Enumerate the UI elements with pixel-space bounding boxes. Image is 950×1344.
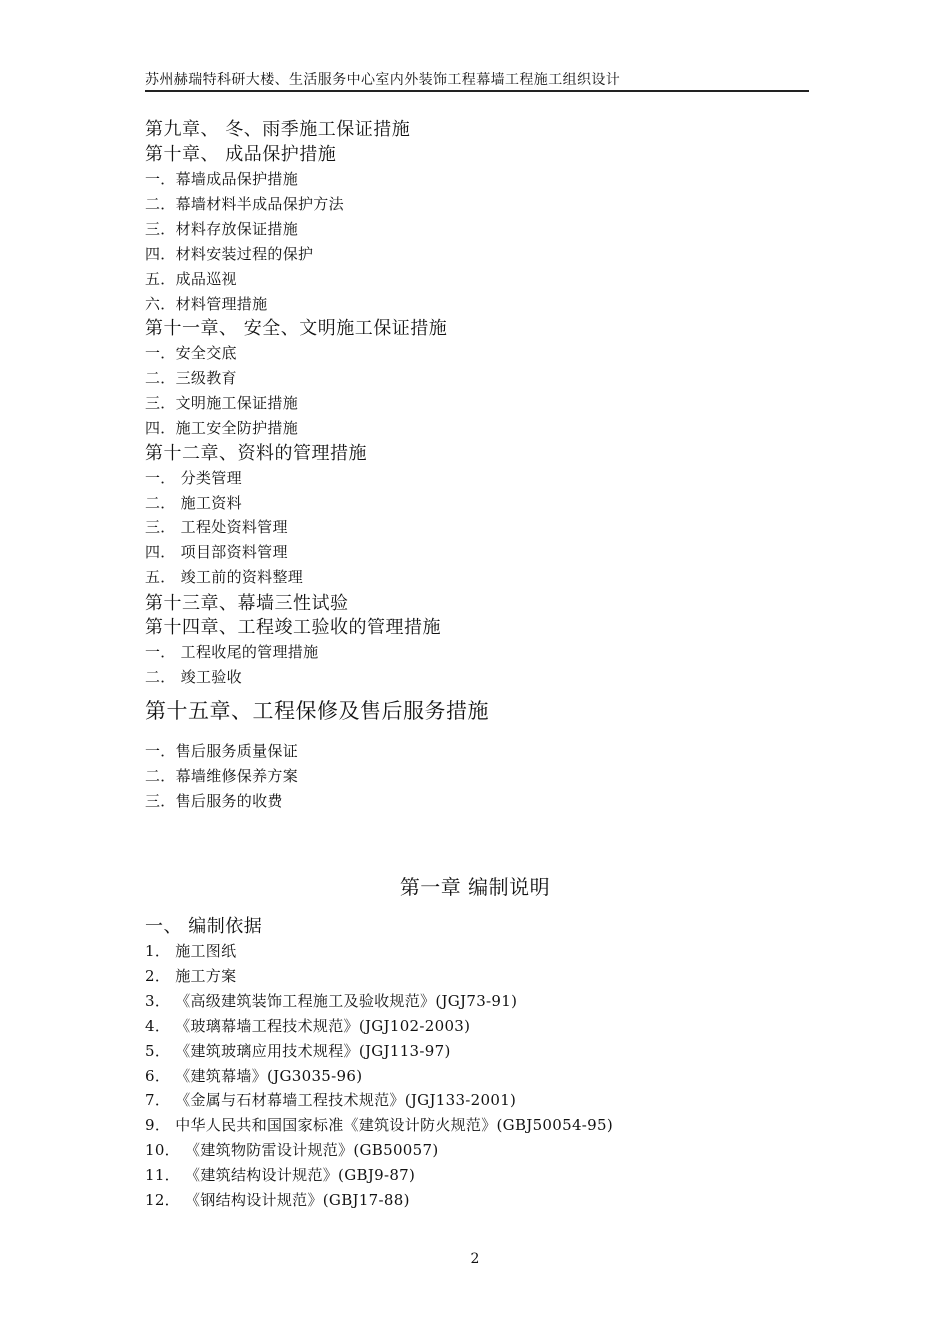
toc-item: 六．材料管理措施	[145, 295, 268, 313]
toc-item: 二．幕墙维修保养方案	[145, 767, 299, 785]
list-item: 4． 《玻璃幕墙工程技术规范》(JGJ102-2003)	[145, 1017, 471, 1035]
toc-item: 三． 工程处资料管理	[145, 518, 288, 536]
list-item: 9． 中华人民共和国国家标准《建筑设计防火规范》(GBJ50054-95)	[145, 1116, 614, 1134]
toc-item: 二． 施工资料	[145, 494, 242, 512]
toc-item: 二． 竣工验收	[145, 668, 242, 686]
toc-chapter-12: 第十二章、资料的管理措施	[145, 443, 367, 464]
toc-chapter-15: 第十五章、工程保修及售后服务措施	[145, 699, 489, 723]
toc-item: 一．幕墙成品保护措施	[145, 170, 299, 188]
toc-chapter-14: 第十四章、工程竣工验收的管理措施	[145, 617, 441, 638]
toc-item: 一．安全交底	[145, 344, 237, 362]
toc-item: 一． 工程收尾的管理措施	[145, 643, 319, 661]
toc-item: 四．材料安装过程的保护	[145, 245, 314, 263]
list-item: 12． 《钢结构设计规范》(GBJ17-88)	[145, 1191, 410, 1209]
list-item: 11． 《建筑结构设计规范》(GBJ9-87)	[145, 1166, 416, 1184]
toc-item: 一． 分类管理	[145, 469, 242, 487]
page-number: 2	[470, 1251, 480, 1267]
toc-item: 二．三级教育	[145, 369, 237, 387]
toc-chapter-10: 第十章、 成品保护措施	[145, 144, 337, 165]
list-item: 1． 施工图纸	[145, 942, 237, 960]
toc-item: 四．施工安全防护措施	[145, 419, 299, 437]
page-header	[145, 66, 809, 92]
toc-item: 五．成品巡视	[145, 270, 237, 288]
list-item: 10． 《建筑物防雷设计规范》(GB50057)	[145, 1141, 439, 1159]
toc-item: 四． 项目部资料管理	[145, 543, 288, 561]
toc-item: 三．售后服务的收费	[145, 792, 283, 810]
list-item: 7． 《金属与石材幕墙工程技术规范》(JGJ133-2001)	[145, 1091, 517, 1109]
chapter-title: 第一章 编制说明	[399, 875, 551, 899]
toc-item: 一．售后服务质量保证	[145, 742, 299, 760]
list-item: 6． 《建筑幕墙》(JG3035-96)	[145, 1067, 363, 1085]
header-title: 苏州赫瑞特科研大楼、生活服务中心室内外装饰工程幕墙工程施工组织设计	[145, 72, 621, 88]
list-item: 2． 施工方案	[145, 967, 237, 985]
toc-item: 五． 竣工前的资料整理	[145, 568, 304, 586]
toc-chapter-13: 第十三章、幕墙三性试验	[145, 593, 349, 614]
toc-item: 三．材料存放保证措施	[145, 220, 299, 238]
toc-item: 三．文明施工保证措施	[145, 394, 299, 412]
toc-chapter-9: 第九章、 冬、雨季施工保证措施	[145, 119, 411, 140]
section-heading: 一、 编制依据	[145, 916, 263, 937]
toc-item: 二．幕墙材料半成品保护方法	[145, 195, 344, 213]
list-item: 5． 《建筑玻璃应用技术规程》(JGJ113-97)	[145, 1042, 451, 1060]
toc-chapter-11: 第十一章、 安全、文明施工保证措施	[145, 318, 448, 339]
list-item: 3． 《高级建筑装饰工程施工及验收规范》(JGJ73-91)	[145, 992, 518, 1010]
